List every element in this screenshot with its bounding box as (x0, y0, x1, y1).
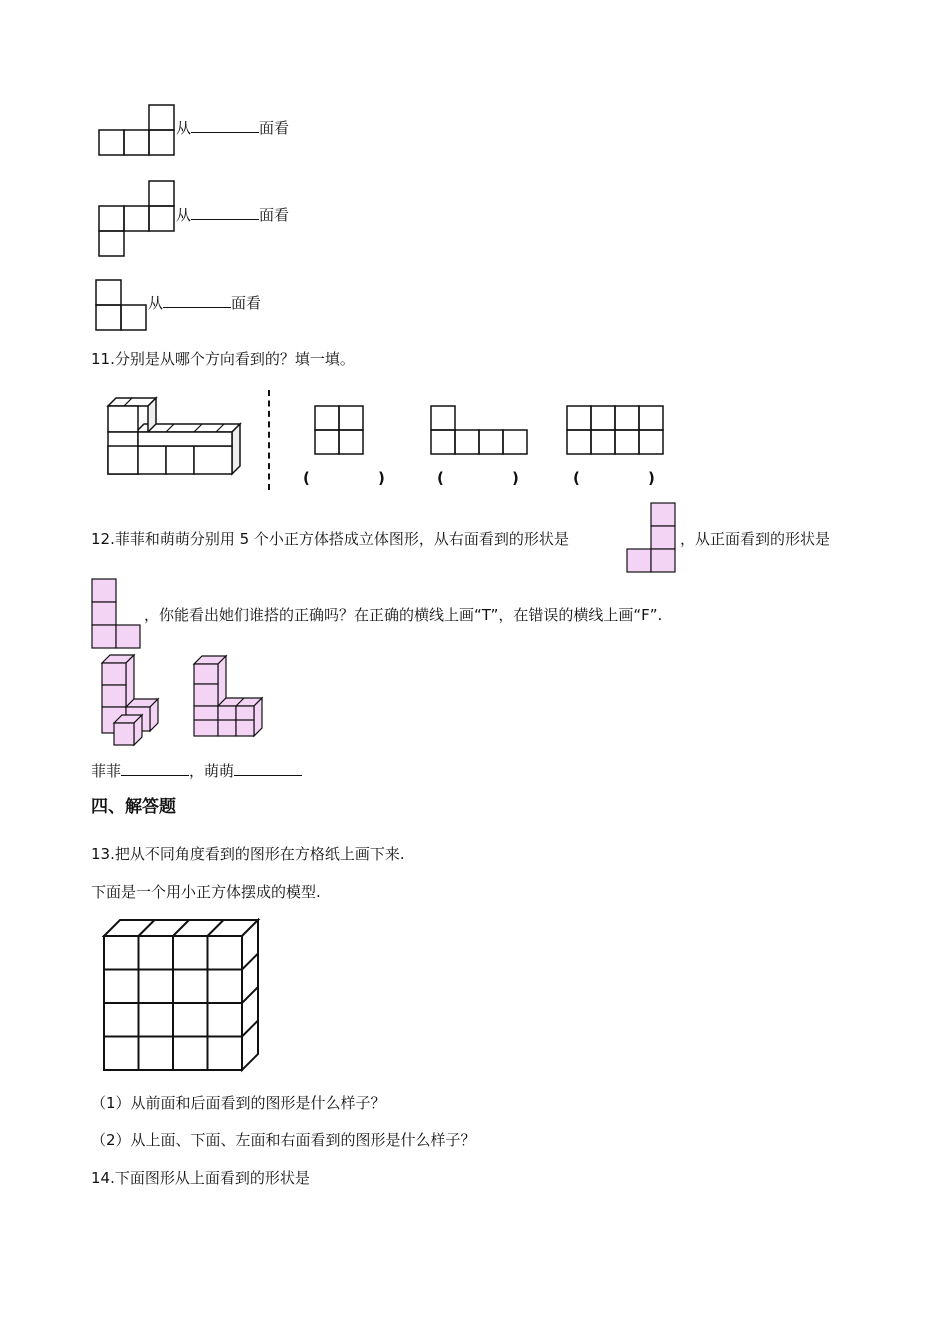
paren-c-close: ) (648, 469, 655, 487)
front-view-figure (91, 578, 143, 650)
question-13-intro: 下面是一个用小正方体摆成的模型. (91, 883, 321, 901)
view-line-3: 从 面看 (148, 294, 262, 312)
q11-solid-figure (106, 394, 246, 476)
view-figure-3 (95, 279, 149, 333)
question-11: 11.分别是从哪个方向看到的？填一填。 (91, 350, 355, 368)
answer-blank[interactable] (163, 293, 231, 308)
view-figure-1 (98, 104, 178, 158)
question-12-part3: ，你能看出她们谁搭的正确吗？在正确的横线上画“T”，在错误的横线上画“F”. (144, 606, 663, 624)
view-figure-2 (98, 180, 178, 258)
question-12-part2: ，从正面看到的形状是 (680, 530, 831, 548)
feifei-blank[interactable] (121, 761, 189, 776)
question-13-sub1: （1）从前面和后面看到的图形是什么样子？ (91, 1094, 386, 1112)
right-view-figure (626, 502, 678, 574)
view-line-1: 从 面看 (176, 119, 290, 137)
view-line-2: 从 面看 (176, 206, 290, 224)
feifei-figure (98, 653, 164, 747)
answer-blank[interactable] (191, 205, 259, 220)
answer-blank[interactable] (191, 118, 259, 133)
cube-model (102, 918, 264, 1074)
mengmeng-figure (190, 654, 266, 740)
paren-a-open: ( (303, 469, 310, 487)
paren-c-open: ( (573, 469, 580, 487)
q11-view-a (314, 405, 366, 457)
paren-b-open: ( (437, 469, 444, 487)
question-14: 14.下面图形从上面看到的形状是 (91, 1169, 310, 1187)
q11-view-b (430, 405, 530, 457)
mengmeng-blank[interactable] (234, 761, 302, 776)
question-13: 13.把从不同角度看到的图形在方格纸上画下来. (91, 845, 405, 863)
paren-a-close: ) (378, 469, 385, 487)
q12-answer-line: 菲菲 ，萌萌 (91, 761, 302, 781)
section-title: 四、解答题 (91, 797, 176, 817)
paren-b-close: ) (512, 469, 519, 487)
divider-dashed (268, 390, 270, 490)
q11-view-c (566, 405, 666, 457)
question-13-sub2: （2）从上面、下面、左面和右面看到的图形是什么样子？ (91, 1131, 476, 1149)
question-12-part1: 12.菲菲和萌萌分别用 5 个小正方体搭成立体图形，从右面看到的形状是 (91, 530, 569, 548)
